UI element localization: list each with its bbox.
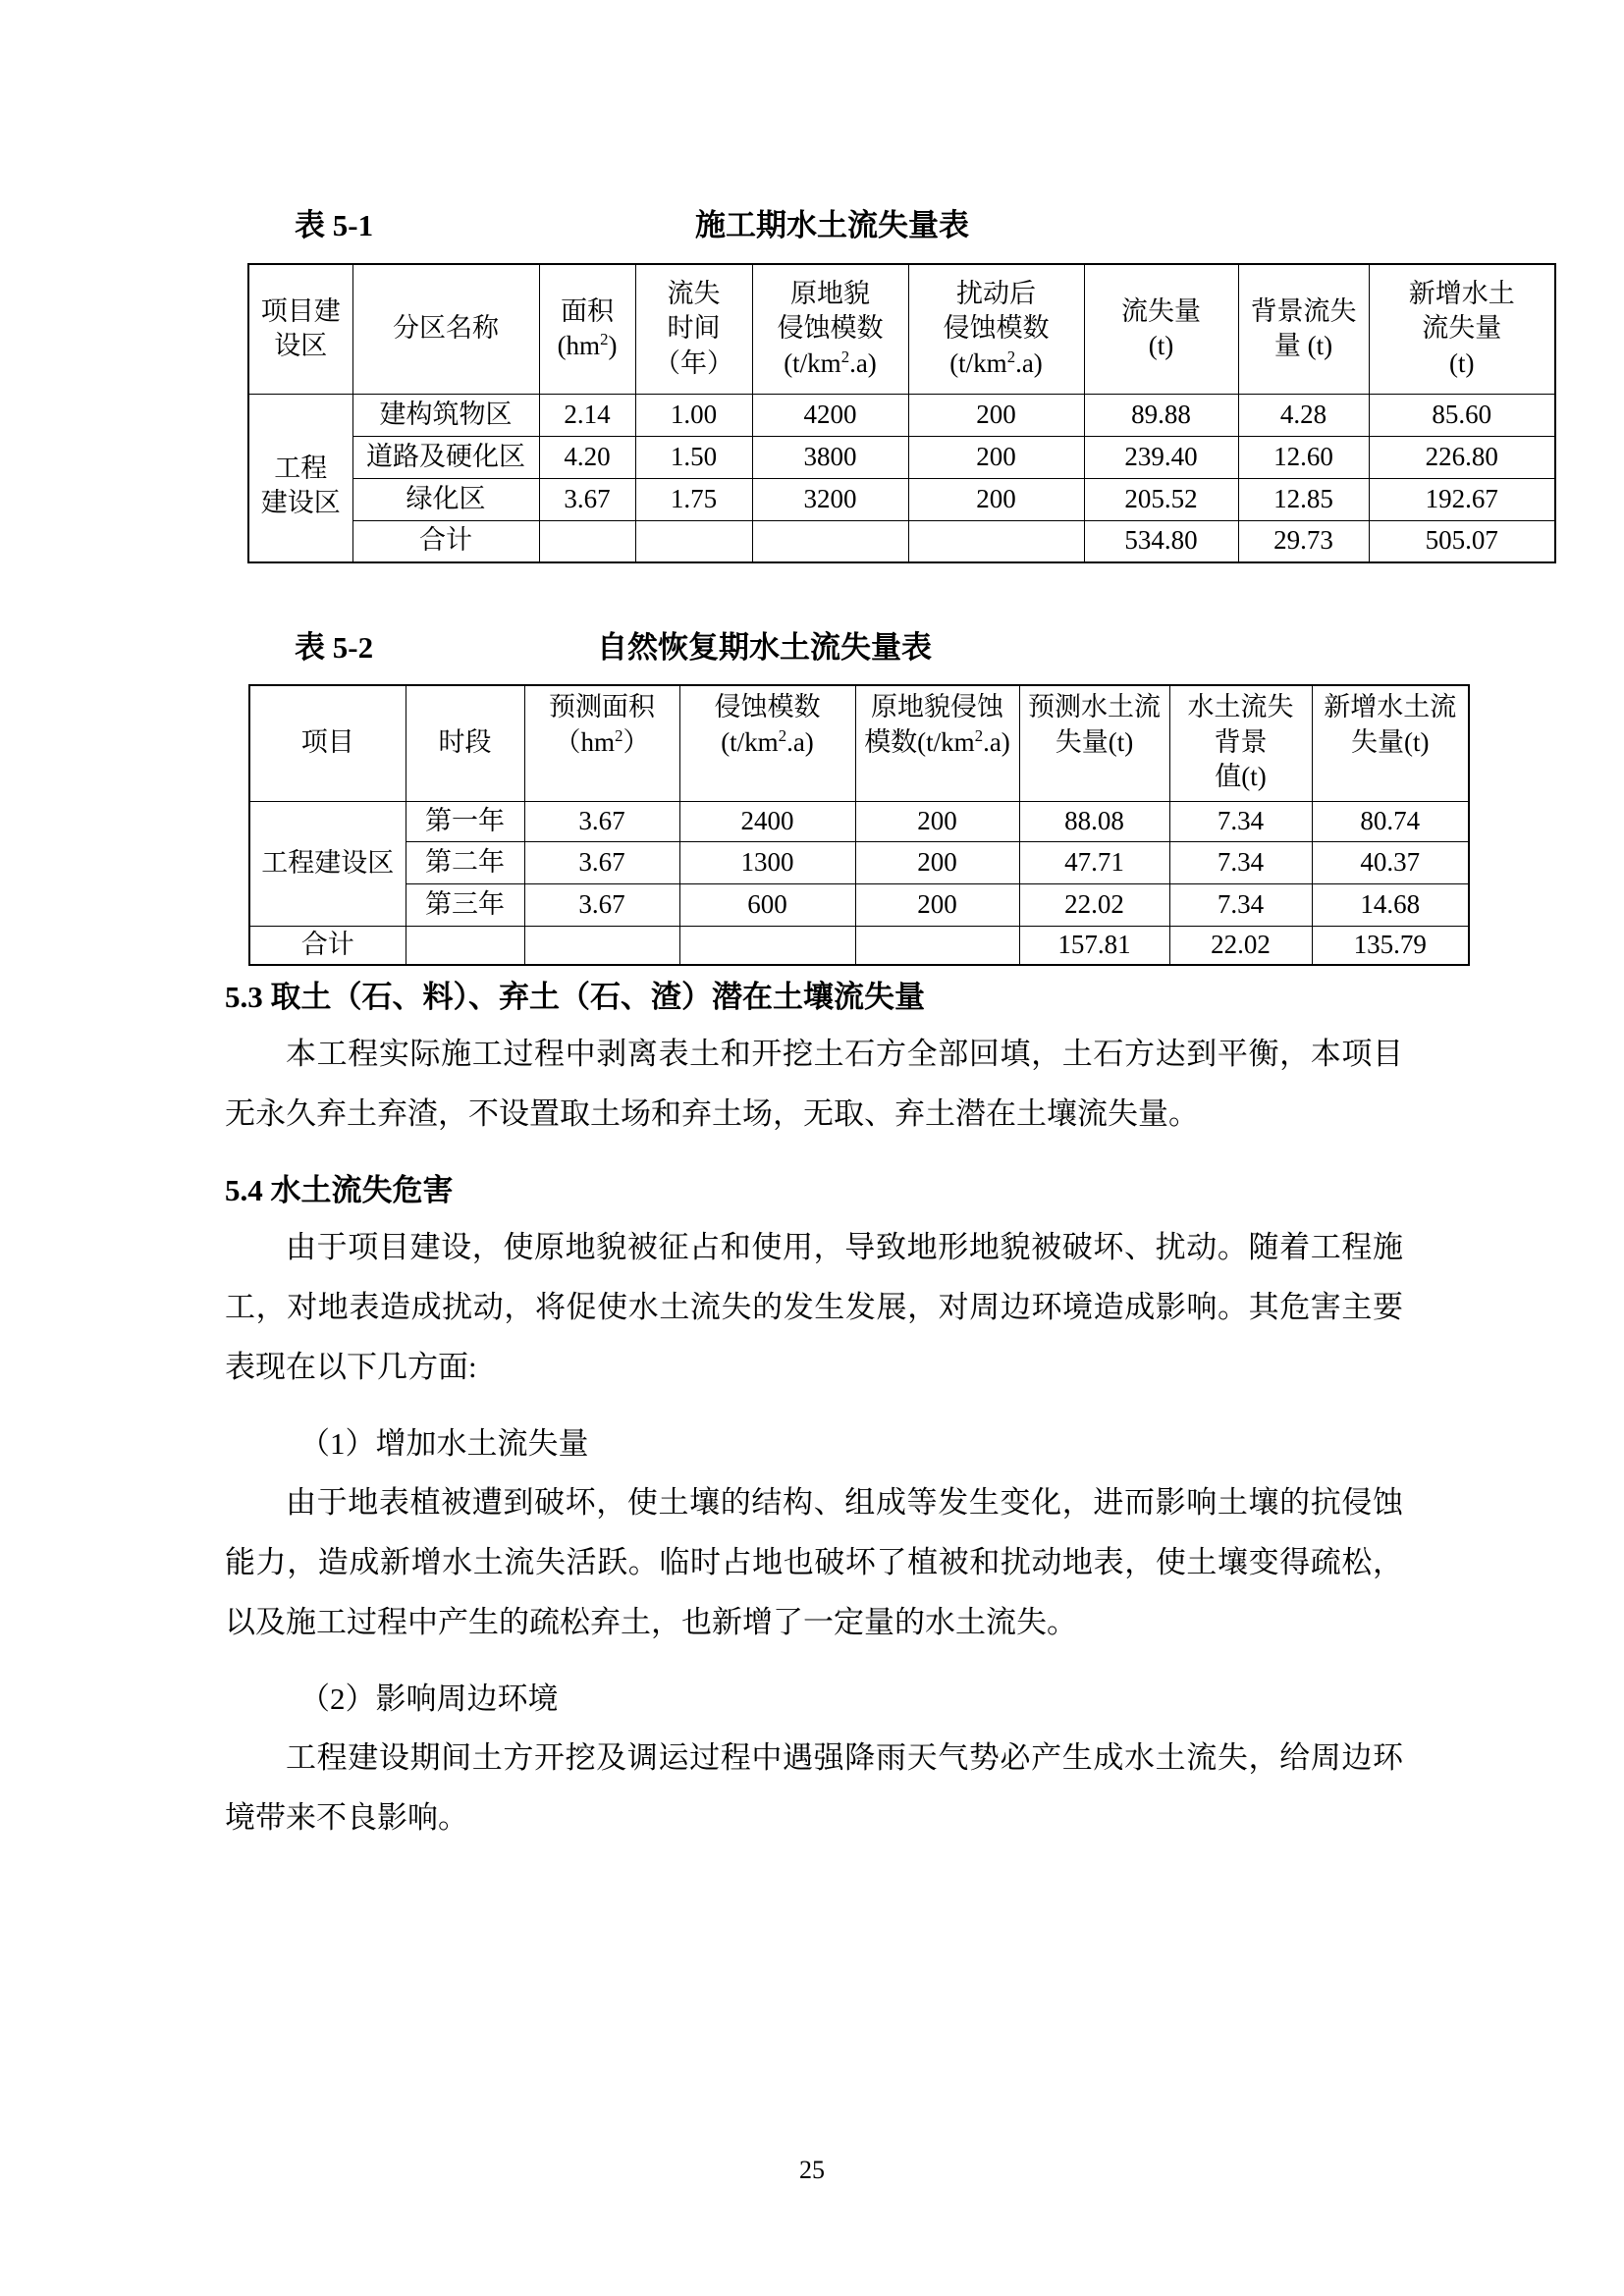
t2-total-pred: 157.81 — [1019, 926, 1169, 965]
table-cell: 7.34 — [1169, 883, 1312, 926]
table-cell: 3800 — [752, 436, 908, 478]
table-cell: 89.88 — [1084, 394, 1238, 436]
section-5-4-heading: 5.4 水土流失危害 — [225, 1173, 454, 1207]
table-cell: 7.34 — [1169, 841, 1312, 883]
table-cell: 绿化区 — [352, 478, 539, 520]
table-cell: 第二年 — [406, 841, 524, 883]
table-row — [249, 841, 1469, 883]
t1-total-label: 合计 — [352, 520, 539, 562]
table-cell: 4.28 — [1238, 394, 1369, 436]
table-cell: 200 — [908, 394, 1084, 436]
section-5-3-paragraph: 本工程实际施工过程中剥离表土和开挖土石方全部回填，土石方达到平衡，本项目无永久弃土弃渣，不设置取土场和弃土场，无取、弃土潜在土壤流失量。 — [225, 1037, 1403, 1131]
table-cell: 1.00 — [635, 394, 752, 436]
table-cell: 3.67 — [524, 841, 679, 883]
table2-header-row — [249, 685, 1469, 801]
table1-number: 表 5-1 — [295, 208, 374, 242]
table-cell: 2.14 — [539, 394, 635, 436]
table-row — [248, 394, 1555, 436]
t1-h-dist-modulus: 扰动后 侵蚀模数 $(t/km^2.a)$ — [908, 264, 1084, 394]
table-cell: 4.20 — [539, 436, 635, 478]
table-cell: 205.52 — [1084, 478, 1238, 520]
t2-h-item: 项目 — [249, 685, 406, 801]
table-cell: 7.34 — [1169, 801, 1312, 841]
t1-h-size: 面积 $(hm^2)$ — [539, 264, 635, 394]
t2-h-period: 时段 — [406, 685, 524, 801]
section-5-4-paragraph-1: 由于项目建设，使原地貌被征占和使用，导致地形地貌被破坏、扰动。随着工程施工，对地表造成扰动，将促使水土流失的发生发展，对周边环境造成影响。其危害主要表现在以下几方面: — [225, 1230, 1403, 1384]
t1-total-new: 505.07 — [1369, 520, 1555, 562]
table-cell — [539, 520, 635, 562]
t1-h-loss: 流失量 (t) — [1084, 264, 1238, 394]
table-cell — [524, 926, 679, 965]
t1-total-loss: 534.80 — [1084, 520, 1238, 562]
table-cell — [908, 520, 1084, 562]
table-cell: 80.74 — [1312, 801, 1469, 841]
table1 — [247, 263, 1556, 563]
table1-title: 施工期水土流失量表 — [695, 208, 969, 242]
subsection-1-heading: （1）增加水土流失量 — [299, 1426, 589, 1461]
table-cell: 88.08 — [1019, 801, 1169, 841]
table-cell — [635, 520, 752, 562]
t1-h-new-loss: 新增水土 流失量 (t) — [1369, 264, 1555, 394]
table-row — [249, 883, 1469, 926]
t1-h-zone-name: 分区名称 — [352, 264, 539, 394]
table-cell: 600 — [679, 883, 855, 926]
table-cell: 239.40 — [1084, 436, 1238, 478]
table-cell — [679, 926, 855, 965]
table-row — [248, 436, 1555, 478]
table-row — [248, 478, 1555, 520]
t1-h-duration: 流失 时间 （年） — [635, 264, 752, 394]
t1-h-bg-loss: 背景流失 量 (t) — [1238, 264, 1369, 394]
table2-number: 表 5-2 — [295, 630, 374, 665]
table-cell — [855, 926, 1019, 965]
section-5-3-heading: 5.3 取土（石、料）、弃土（石、渣）潜在土壤流失量 — [225, 980, 925, 1014]
table-cell: 2400 — [679, 801, 855, 841]
t2-h-pred-area: 预测面积 $(hm^2)$ — [524, 685, 679, 801]
table2-caption — [295, 622, 1080, 665]
table-cell: 3.67 — [539, 478, 635, 520]
table-cell: 200 — [855, 801, 1019, 841]
t1-h-area-zone: 项目建 设区 — [248, 264, 352, 394]
table-cell: 200 — [855, 883, 1019, 926]
table-cell: 22.02 — [1019, 883, 1169, 926]
table-cell: 12.85 — [1238, 478, 1369, 520]
t2-group-label: 工程建设区 — [249, 801, 406, 926]
table-cell: 200 — [908, 436, 1084, 478]
table-cell: 道路及硬化区 — [352, 436, 539, 478]
table-cell: 第三年 — [406, 883, 524, 926]
t2-total-new: 135.79 — [1312, 926, 1469, 965]
table2-title: 自然恢复期水土流失量表 — [597, 630, 932, 665]
table1-caption — [295, 200, 1080, 240]
table-cell: 3.67 — [524, 801, 679, 841]
section-5-4-paragraph-2: 由于地表植被遭到破坏，使土壤的结构、组成等发生变化，进而影响土壤的抗侵蚀能力，造成新增水土流失活跃。临时占地也破坏了植被和扰动地表，使土壤变得疏松，以及施工过程中产生的疏松弃土，也新增了一定量的水土流失。 — [225, 1485, 1403, 1639]
t2-h-erosion: 侵蚀模数 $(t/km^2.a)$ — [679, 685, 855, 801]
table-cell — [406, 926, 524, 965]
section-5-4-paragraph-3: 工程建设期间土方开挖及调运过程中遇强降雨天气势必产生成水土流失，给周边环境带来不良影响。 — [225, 1740, 1403, 1835]
t2-h-pred-loss: 预测水土流 失量(t) — [1019, 685, 1169, 801]
table-cell: 3200 — [752, 478, 908, 520]
table-cell: 14.68 — [1312, 883, 1469, 926]
table-cell: 1300 — [679, 841, 855, 883]
table-cell: 192.67 — [1369, 478, 1555, 520]
t2-h-orig: 原地貌侵蚀 模数$(t/km^2.a)$ — [855, 685, 1019, 801]
table-total-row — [249, 926, 1469, 965]
t1-group-label: 工程 建设区 — [248, 394, 352, 562]
table-cell: 40.37 — [1312, 841, 1469, 883]
table-cell: 1.50 — [635, 436, 752, 478]
table-cell: 226.80 — [1369, 436, 1555, 478]
table-cell: 4200 — [752, 394, 908, 436]
t2-total-label: 合计 — [249, 926, 406, 965]
t2-h-new-loss: 新增水土流 失量(t) — [1312, 685, 1469, 801]
t1-h-orig-modulus: 原地貌 侵蚀模数 $(t/km^2.a)$ — [752, 264, 908, 394]
table-row — [249, 801, 1469, 841]
t1-total-bg: 29.73 — [1238, 520, 1369, 562]
table-cell: 200 — [908, 478, 1084, 520]
table-cell: 3.67 — [524, 883, 679, 926]
table-total-row — [248, 520, 1555, 562]
table2 — [248, 684, 1470, 966]
subsection-2-heading: （2）影响周边环境 — [299, 1682, 559, 1716]
t2-total-bg: 22.02 — [1169, 926, 1312, 965]
page-number: 25 — [799, 2156, 825, 2184]
table-cell: 建构筑物区 — [352, 394, 539, 436]
table1-header-row — [248, 264, 1555, 394]
t2-h-bg: 水土流失 背景 值(t) — [1169, 685, 1312, 801]
table-cell — [752, 520, 908, 562]
table-cell: 1.75 — [635, 478, 752, 520]
table-cell: 47.71 — [1019, 841, 1169, 883]
table-cell: 12.60 — [1238, 436, 1369, 478]
table-cell: 85.60 — [1369, 394, 1555, 436]
table-cell: 200 — [855, 841, 1019, 883]
table-cell: 第一年 — [406, 801, 524, 841]
